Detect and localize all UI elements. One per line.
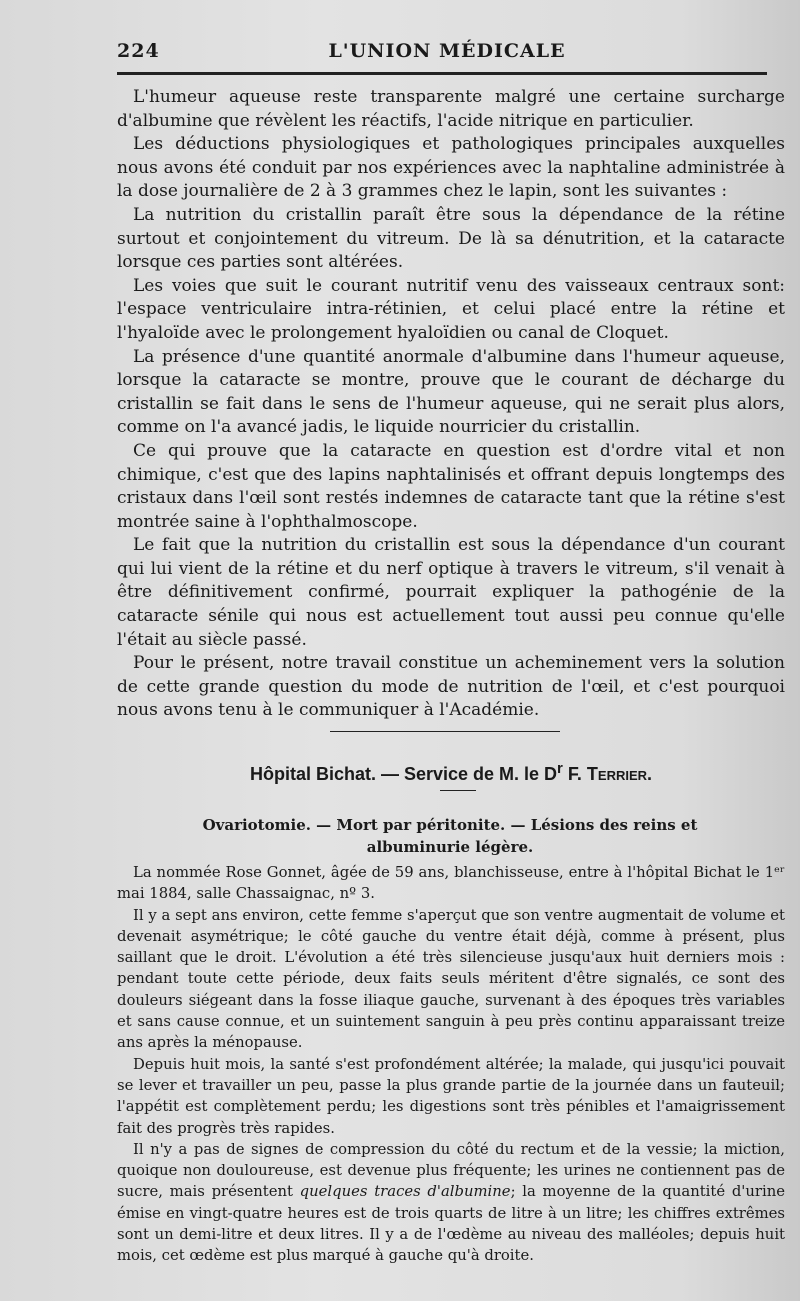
paragraph: Ce qui prouve que la cataracte en question est d'ordre vital et non chimique, c'est que des lapins naphtalinisés et offrant depuis longtemps des cristaux dans l'œil sont restés indemnes de cataracte tant que la rétine s'est montrée saine à l'ophthalmoscope. [117, 440, 785, 532]
article-body [117, 86, 785, 723]
paragraph: Les déductions physiologiques et pathologiques principales auxquelles nous avons été conduit par nos expériences avec la naphtaline administrée à la dose journalière de 2 à 3 grammes chez le lapin, sont les suivantes : [117, 134, 785, 202]
running-title: L'UNION MÉDICALE [328, 40, 566, 62]
section-title-name: F. Terrier. [567, 764, 653, 784]
page-header [117, 40, 777, 68]
paragraph: La nommée Rose Gonnet, âgée de 59 ans, blanchisseuse, entre à l'hôpital Bichat le 1ᵉʳ mai 1884, salle Chassaignac, nº 3. [117, 864, 785, 903]
paragraph-text: ; la moyenne de la quantité d'urine émise en vingt-quatre heures est de trois quarts de litre à un litre; les chiffres extrêmes sont un demi-litre et deux litres. Il y a de l'œdème au niveau des malléoles; depuis huit mois, cet œdème est plus marqué à gauche qu'à droite. [117, 1183, 786, 1265]
title-superscript: r [557, 760, 563, 777]
page-number: 224 [117, 40, 160, 62]
section-title-prefix: Hôpital Bichat. — Service de M. le D [249, 764, 558, 784]
section-separator [330, 731, 560, 732]
paragraph: Les voies que suit le courant nutritif venu des vaisseaux centraux sont: l'espace ventriculaire intra-rétinien, et celui placé entre la rétine et l'hyaloïde avec le prolongement hyaloïdien ou canal de Cloquet. [117, 275, 785, 343]
italic-phrase: quelques traces d'albumine [299, 1183, 511, 1201]
header-rule [117, 72, 767, 75]
paragraph: Depuis huit mois, la santé s'est profondément altérée; la malade, qui jusqu'ici pouvait se lever et travailler un peu, passe la plus grande partie de la journée dans un fauteuil; l'appétit est complètement perdu; les digestions sont très pénibles et l'amaigrissement fait des progrès très rapides. [117, 1055, 785, 1137]
paragraph-text: Il n'y a pas de signes de compression du côté du rectum et de la vessie; la miction, quoique non douloureuse, est devenue plus fréquente; les urines ne contiennent pas de sucre, mais présentent [117, 1140, 785, 1201]
paragraph: La présence d'une quantité anormale d'albumine dans l'humeur aqueuse, lorsque la cataracte se montre, prouve que le courant de décharge du cristallin se fait dans le sens de l'humeur aqueuse, qui ne serait plus alors, comme on l'a avancé jadis, le liquide nourricier du cristallin. [117, 346, 785, 438]
paragraph: Il y a sept ans environ, cette femme s'aperçut que son ventre augmentait de volume et devenait asymétrique; le côté gauche du ventre était déjà, comme à présent, plus saillant que le droit. L'évolution a été très silencieuse jusqu'aux huit derniers mois : pendant toute cette période, deux faits seuls méritent d'être signalés, ce sont des douleurs siégeant dans la fosse iliaque gauche, survenant à des époques très variables et sans cause connue, et un suintement sanguin à peu près continu apparaissant treize ans après la ménopause. [117, 906, 785, 1052]
paragraph [117, 1139, 785, 1267]
paragraph: L'humeur aqueuse reste transparente malgré une certaine surcharge d'albumine que révèlent les réactifs, l'acide nitrique en particulier. [117, 87, 785, 131]
case-report-body [117, 862, 785, 1267]
paragraph: La nutrition du cristallin paraît être sous la dépendance de la rétine surtout et conjointement du vitreum. De là sa dénutrition, et la cataracte lorsque ces parties sont altérées. [117, 204, 785, 273]
case-subtitle: Ovariotomie. — Mort par péritonite. — Lésions des reins et albuminurie légère. [202, 816, 698, 856]
paragraph: Le fait que la nutrition du cristallin est sous la dépendance d'un courant qui lui vient de la rétine et du nerf optique à travers le vitreum, s'il venait à être définitivement confirmé, pourrait expliquer la pathogénie de la cataracte sénile qui nous est actuellement tout aussi peu connue qu'elle l'était au siècle passé. [117, 535, 785, 650]
title-dash-rule [440, 790, 476, 791]
section-title [117, 760, 785, 785]
paragraph: Pour le présent, notre travail constitue un acheminement vers la solution de cette grande question du mode de nutrition de l'œil, et c'est pourquoi nous avons tenu à le communiquer à l'Académie. [117, 653, 785, 721]
